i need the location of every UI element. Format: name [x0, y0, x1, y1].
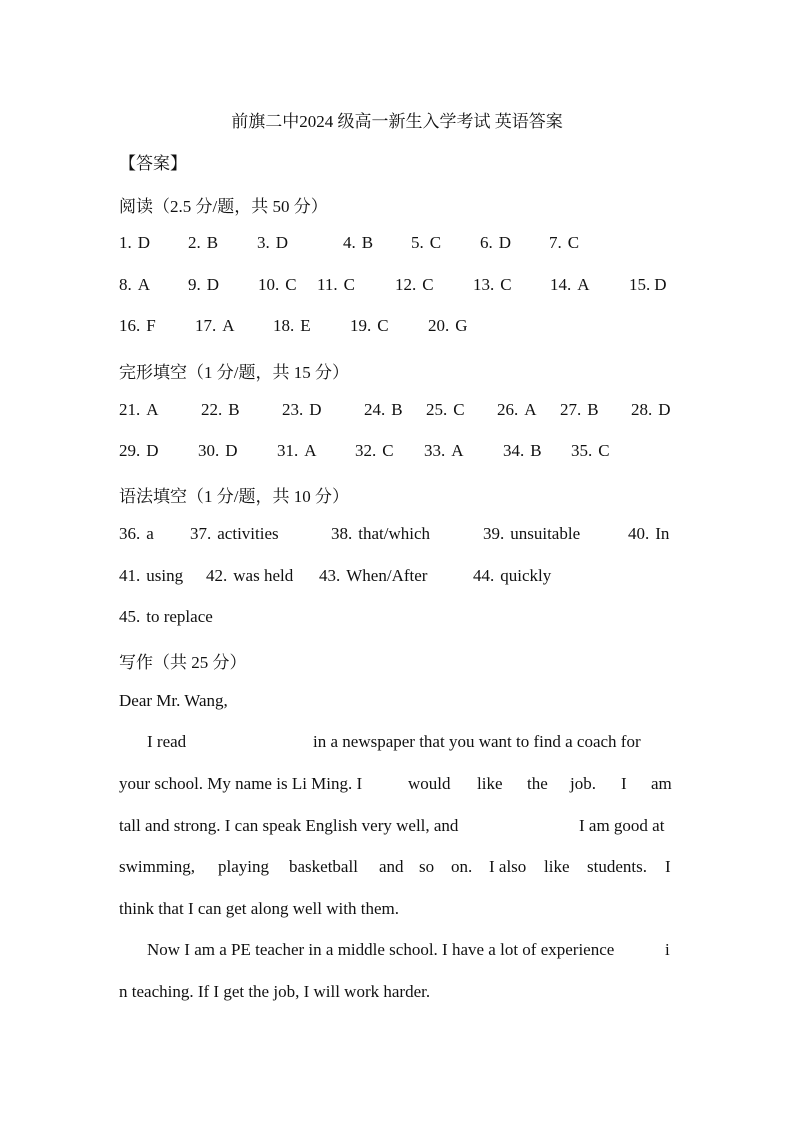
letter-text: basketball	[289, 857, 358, 876]
answer-value: C	[422, 275, 434, 294]
answer-value: A	[137, 275, 151, 294]
question-number: 15.	[629, 275, 651, 294]
reading-answer	[119, 233, 150, 253]
reading-answer	[350, 316, 389, 336]
cloze-answer	[119, 400, 159, 420]
answer-heading: 【答案】	[119, 154, 187, 173]
answer-value: G	[455, 316, 468, 335]
answer-value: that/which	[358, 524, 431, 543]
cloze-answer	[364, 400, 403, 420]
cloze-answer	[198, 441, 238, 461]
answer-value: D	[658, 400, 671, 419]
cloze-heading: 完形填空（1 分/题，共 15 分）	[119, 363, 349, 382]
letter-text: i	[665, 940, 670, 959]
answer-value: C	[500, 275, 512, 294]
question-number: 18.	[273, 316, 295, 335]
question-number: 37.	[190, 524, 212, 543]
letter-text: swimming,	[119, 857, 196, 876]
question-number: 35.	[571, 441, 593, 460]
grammar-answer	[331, 524, 430, 544]
grammar-heading: 语法填空（1 分/题，共 10 分）	[119, 487, 349, 506]
question-number: 7.	[549, 233, 562, 252]
grammar-answer	[473, 566, 551, 586]
question-number: 22.	[201, 400, 223, 419]
reading-answer	[317, 275, 355, 295]
answer-value: A	[524, 400, 537, 419]
answer-value: D	[498, 233, 512, 252]
cloze-answer	[282, 400, 322, 420]
question-number: 44.	[473, 566, 495, 585]
answer-value: using	[146, 566, 184, 585]
letter-text: and	[379, 857, 404, 876]
reading-answer	[549, 233, 579, 253]
answer-value: B	[228, 400, 240, 419]
letter-text: your school. My name is Li Ming. I	[119, 774, 363, 793]
question-number: 23.	[282, 400, 304, 419]
letter-text: tall and strong. I can speak English very well, and	[119, 816, 459, 835]
question-number: 2.	[188, 233, 201, 252]
question-number: 19.	[350, 316, 372, 335]
reading-answer	[258, 275, 297, 295]
cloze-answer	[424, 441, 464, 461]
letter-text: so	[419, 857, 435, 876]
question-number: 30.	[198, 441, 220, 460]
grammar-answer	[628, 524, 669, 544]
letter-text: I read	[147, 732, 187, 751]
reading-answer	[343, 233, 373, 253]
question-number: 4.	[343, 233, 356, 252]
answer-value: C	[429, 233, 442, 252]
cloze-answer	[119, 441, 159, 461]
question-number: 43.	[319, 566, 341, 585]
answer-value: C	[567, 233, 580, 252]
grammar-answer	[319, 566, 427, 586]
reading-answer	[395, 275, 434, 295]
question-number: 27.	[560, 400, 582, 419]
answer-value: In	[655, 524, 670, 543]
answer-value: C	[453, 400, 465, 419]
question-number: 1.	[119, 233, 132, 252]
question-number: 9.	[188, 275, 201, 294]
reading-answer	[629, 275, 667, 295]
question-number: 26.	[497, 400, 519, 419]
answer-value: C	[285, 275, 297, 294]
question-number: 42.	[206, 566, 228, 585]
answer-value: E	[300, 316, 311, 335]
letter-text: like	[544, 857, 570, 876]
question-number: 12.	[395, 275, 417, 294]
cloze-answer	[560, 400, 599, 420]
question-number: 33.	[424, 441, 446, 460]
question-number: 10.	[258, 275, 280, 294]
answer-value: A	[146, 400, 159, 419]
grammar-answer	[119, 524, 154, 544]
question-number: 16.	[119, 316, 141, 335]
letter-text: job.	[570, 774, 596, 793]
answer-value: D	[275, 233, 289, 252]
reading-answer	[473, 275, 512, 295]
letter-salutation: Dear Mr. Wang,	[119, 691, 228, 710]
question-number: 40.	[628, 524, 650, 543]
reading-answer	[119, 316, 156, 336]
reading-answer	[411, 233, 441, 253]
letter-text: I	[621, 774, 627, 793]
grammar-answer	[119, 607, 213, 627]
answer-value: B	[587, 400, 599, 419]
reading-answer	[257, 233, 288, 253]
answer-value: C	[382, 441, 394, 460]
letter-text: students.	[587, 857, 647, 876]
question-number: 39.	[483, 524, 505, 543]
grammar-answer	[483, 524, 580, 544]
letter-text: think that I can get along well with them.	[119, 899, 399, 918]
answer-value: C	[377, 316, 389, 335]
cloze-answer	[355, 441, 394, 461]
question-number: 21.	[119, 400, 141, 419]
letter-text: would	[408, 774, 451, 793]
question-number: 31.	[277, 441, 299, 460]
answer-value: F	[146, 316, 156, 335]
question-number: 11.	[317, 275, 338, 294]
question-number: 24.	[364, 400, 386, 419]
cloze-answer	[201, 400, 240, 420]
answer-value: D	[654, 275, 667, 294]
reading-answer	[195, 316, 235, 336]
reading-answer	[188, 233, 218, 253]
document-title: 前旗二中2024 级高一新生入学考试 英语答案	[231, 112, 563, 131]
reading-answer	[273, 316, 311, 336]
question-number: 13.	[473, 275, 495, 294]
question-number: 8.	[119, 275, 132, 294]
question-number: 17.	[195, 316, 217, 335]
reading-answer	[119, 275, 150, 295]
answer-value: was held	[233, 566, 294, 585]
cloze-answer	[571, 441, 610, 461]
answer-value: When/After	[346, 566, 428, 585]
question-number: 45.	[119, 607, 141, 626]
letter-text: I also	[489, 857, 527, 876]
letter-text: I am good at	[579, 816, 665, 835]
cloze-answer	[277, 441, 317, 461]
letter-text: in a newspaper that you want to find a coach for	[313, 732, 641, 751]
question-number: 6.	[480, 233, 493, 252]
cloze-answer	[426, 400, 465, 420]
question-number: 14.	[550, 275, 572, 294]
question-number: 29.	[119, 441, 141, 460]
answer-value: A	[451, 441, 464, 460]
answer-value: B	[530, 441, 542, 460]
question-number: 5.	[411, 233, 424, 252]
answer-value: A	[577, 275, 590, 294]
answer-value: A	[222, 316, 235, 335]
answer-value: D	[137, 233, 151, 252]
reading-answer	[550, 275, 590, 295]
letter-text: the	[527, 774, 548, 793]
letter-text: playing	[218, 857, 269, 876]
answer-value: B	[206, 233, 219, 252]
question-number: 20.	[428, 316, 450, 335]
question-number: 3.	[257, 233, 270, 252]
letter-text: am	[651, 774, 672, 793]
reading-answer	[428, 316, 468, 336]
question-number: 34.	[503, 441, 525, 460]
letter-text: I	[665, 857, 671, 876]
reading-answer	[188, 275, 219, 295]
answer-value: a	[146, 524, 154, 543]
reading-heading: 阅读（2.5 分/题，共 50 分）	[119, 197, 328, 216]
letter-text: n teaching. If I get the job, I will work harder.	[119, 982, 431, 1001]
letter-text: like	[477, 774, 503, 793]
question-number: 25.	[426, 400, 448, 419]
answer-value: D	[225, 441, 238, 460]
cloze-answer	[503, 441, 542, 461]
answer-value: quickly	[500, 566, 552, 585]
answer-value: unsuitable	[510, 524, 581, 543]
answer-value: activities	[217, 524, 279, 543]
cloze-answer	[497, 400, 537, 420]
answer-value: C	[598, 441, 610, 460]
grammar-answer	[206, 566, 293, 586]
answer-value: D	[206, 275, 220, 294]
answer-value: B	[391, 400, 403, 419]
answer-value: B	[361, 233, 374, 252]
question-number: 32.	[355, 441, 377, 460]
letter-text: on.	[451, 857, 473, 876]
answer-value: C	[343, 275, 355, 294]
grammar-answer	[119, 566, 183, 586]
letter-text: Now I am a PE teacher in a middle school. I have a lot of experience	[147, 940, 615, 959]
question-number: 36.	[119, 524, 141, 543]
answer-value: D	[146, 441, 159, 460]
answer-value: D	[309, 400, 322, 419]
question-number: 28.	[631, 400, 653, 419]
writing-heading: 写作（共 25 分）	[119, 653, 247, 672]
answer-value: A	[304, 441, 317, 460]
grammar-answer	[190, 524, 279, 544]
reading-answer	[480, 233, 511, 253]
answer-value: to replace	[146, 607, 213, 626]
cloze-answer	[631, 400, 671, 420]
question-number: 41.	[119, 566, 141, 585]
question-number: 38.	[331, 524, 353, 543]
